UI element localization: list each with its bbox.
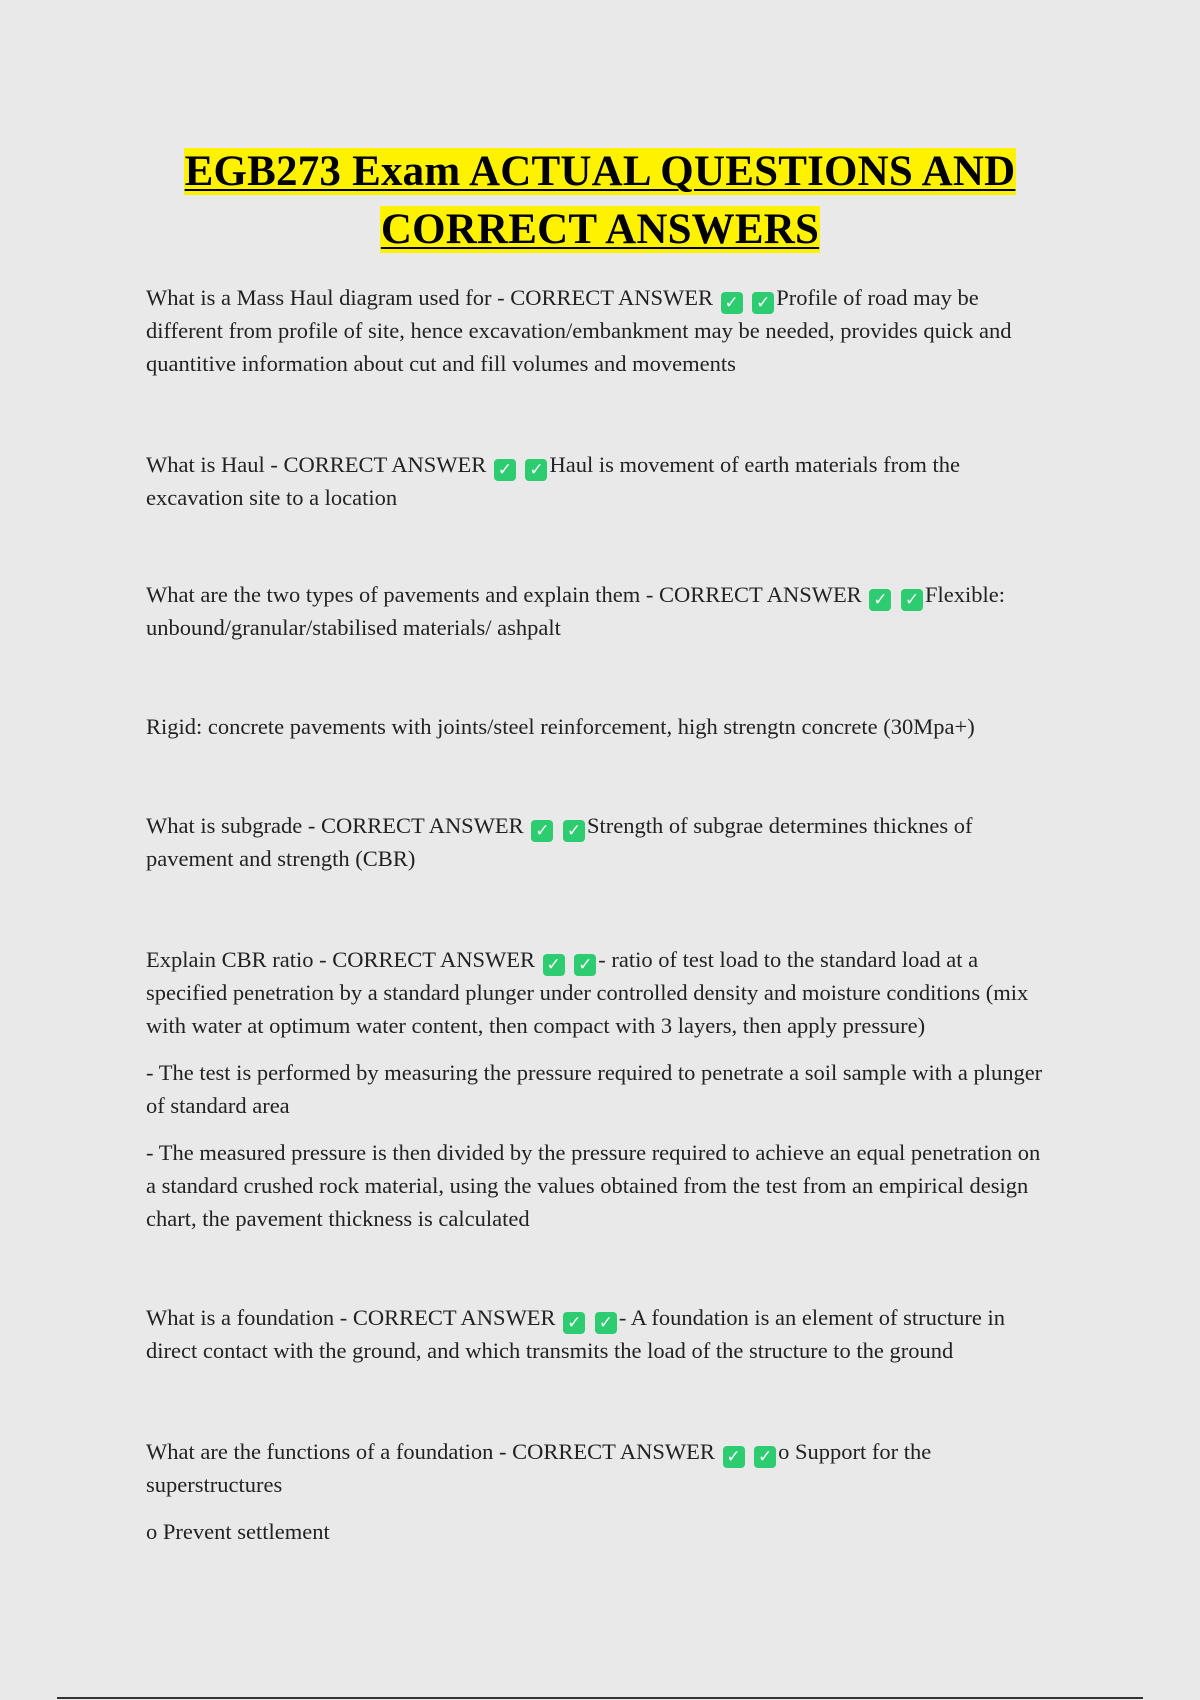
answer-text: Strength of subgrae determines thicknes of pavement and strength (CBR)	[146, 813, 973, 871]
answer-text: Haul is movement of earth materials from the excavation site to a location	[146, 452, 960, 510]
answer-text: Flexible: unbound/granular/stabilised materials/ ashpalt	[146, 582, 1005, 640]
check-mark-icon: ✓	[754, 1446, 776, 1468]
qa-item	[146, 578, 1046, 644]
qa-content	[146, 281, 1046, 1548]
qa-item	[146, 943, 1046, 1042]
check-mark-icon: ✓	[494, 459, 516, 481]
check-mark-icon: ✓	[563, 1312, 585, 1334]
check-mark-icon: ✓	[543, 954, 565, 976]
answer-paragraph: o Prevent settlement	[146, 1519, 330, 1544]
question-text: What is subgrade - CORRECT ANSWER	[146, 813, 524, 838]
page-divider	[57, 1697, 1143, 1699]
check-mark-icon: ✓	[525, 459, 547, 481]
answer-paragraph: - The test is performed by measuring the pressure required to penetrate a soil sample with a plunger of standard area	[146, 1060, 1043, 1118]
answer-paragraph: Rigid: concrete pavements with joints/steel reinforcement, high strengtn concrete (30Mpa+)	[146, 714, 975, 739]
answer-text: Profile of road may be different from profile of site, hence excavation/embankment may be needed, provides quick and quantitive information about cut and fill volumes and movements	[146, 285, 1012, 376]
answer-text: - A foundation is an element of structure in direct contact with the ground, and which transmits the load of the structure to the ground	[146, 1305, 1005, 1363]
qa-item	[146, 1301, 1046, 1367]
qa-item	[146, 809, 1046, 875]
question-text: What are the two types of pavements and explain them - CORRECT ANSWER	[146, 582, 862, 607]
check-mark-icon: ✓	[869, 589, 891, 611]
check-mark-icon: ✓	[752, 292, 774, 314]
answer-text: o Support for the superstructures	[146, 1439, 932, 1497]
title-line-2: CORRECT ANSWERS	[380, 206, 820, 253]
answer-text: - ratio of test load to the standard load at a specified penetration by a standard plunger under controlled density and moisture conditions (mix with water at optimum water content, then compact with 3 layers, then apply pressure)	[146, 947, 1029, 1038]
check-mark-icon: ✓	[595, 1312, 617, 1334]
question-text: Explain CBR ratio - CORRECT ANSWER	[146, 947, 535, 972]
qa-item	[146, 281, 1046, 380]
qa-item	[146, 448, 1046, 514]
page-title	[80, 143, 1120, 259]
question-text: What is a foundation - CORRECT ANSWER	[146, 1305, 556, 1330]
check-mark-icon: ✓	[563, 820, 585, 842]
qa-item	[146, 1435, 1046, 1501]
check-mark-icon: ✓	[531, 820, 553, 842]
answer-paragraph: - The measured pressure is then divided by the pressure required to achieve an equal penetration on a standard crushed rock material, using the values obtained from the test from an empirical design chart, the pavement thickness is calculated	[146, 1140, 1041, 1231]
question-text: What is Haul - CORRECT ANSWER	[146, 452, 487, 477]
question-text: What is a Mass Haul diagram used for - CORRECT ANSWER	[146, 285, 714, 310]
title-line-1: EGB273 Exam ACTUAL QUESTIONS AND	[184, 148, 1016, 195]
check-mark-icon: ✓	[901, 589, 923, 611]
check-mark-icon: ✓	[574, 954, 596, 976]
check-mark-icon: ✓	[721, 292, 743, 314]
question-text: What are the functions of a foundation - CORRECT ANSWER	[146, 1439, 715, 1464]
check-mark-icon: ✓	[723, 1446, 745, 1468]
